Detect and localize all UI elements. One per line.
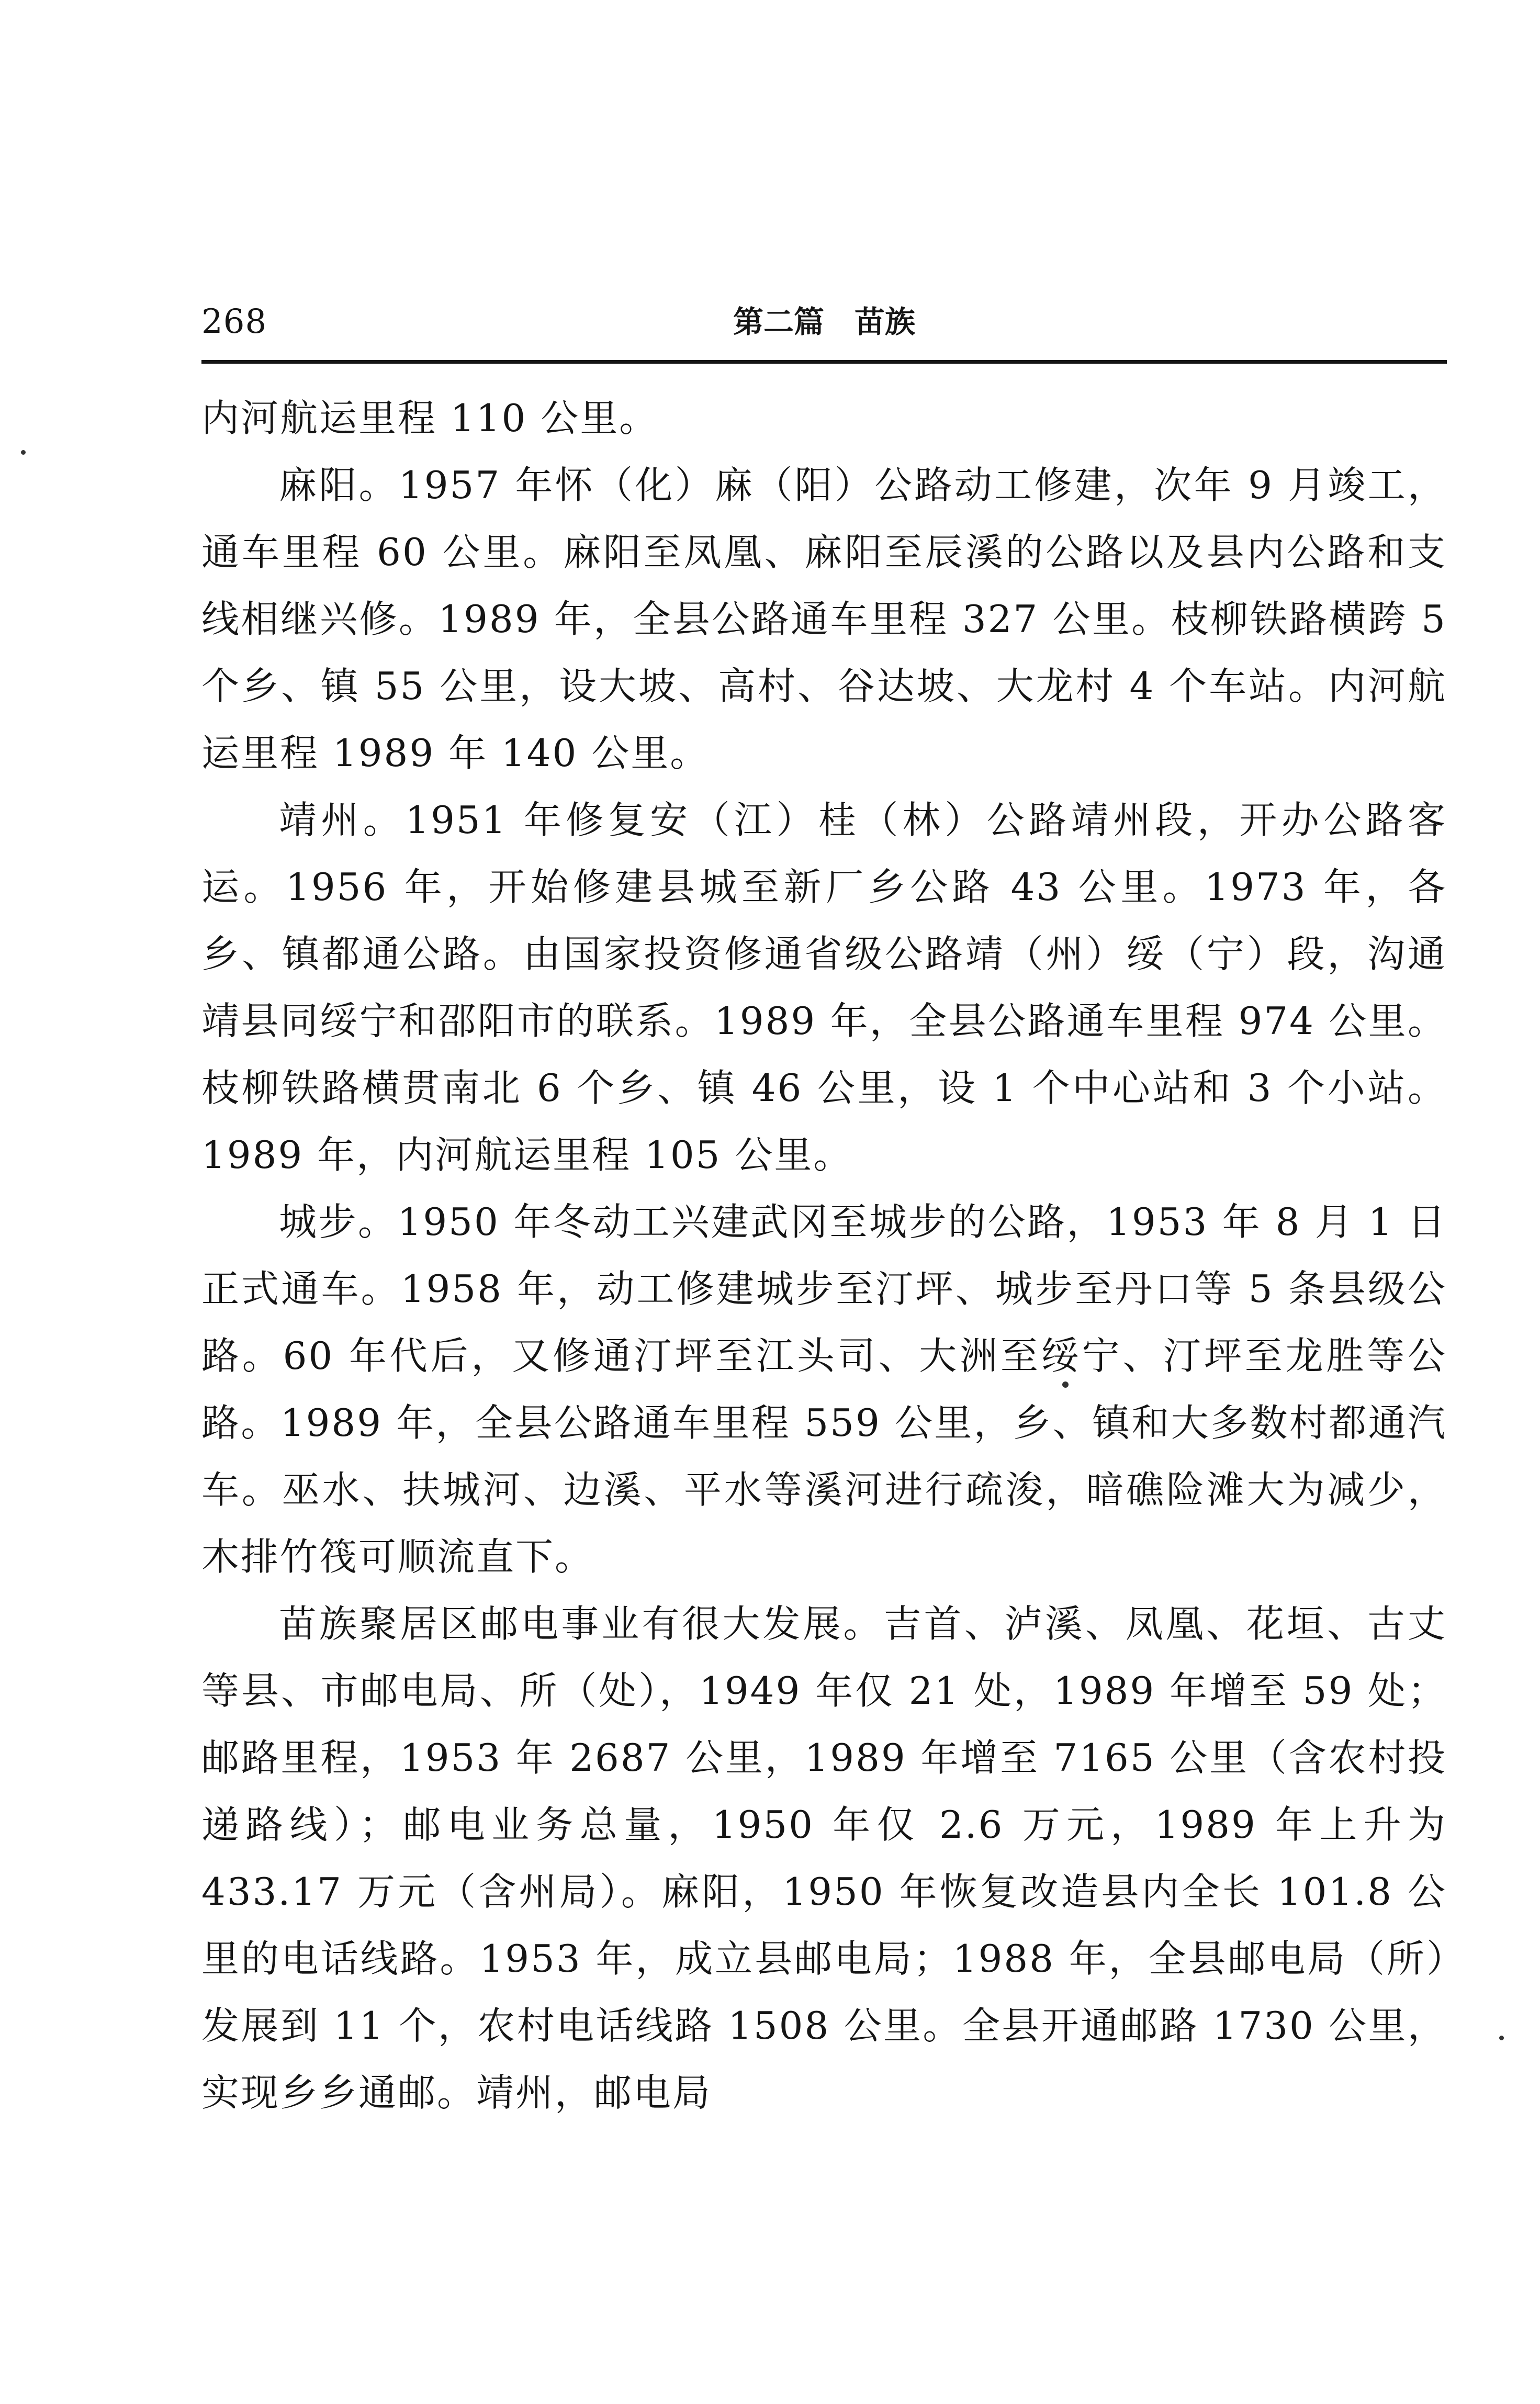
page-header	[201, 293, 1447, 351]
paragraph-chengbu: 城步。1950 年冬动工兴建武冈至城步的公路，1953 年 8 月 1 日正式通车。1958 年，动工修建城步至汀坪、城步至丹口等 5 条县级公路。60 年代后，又修通汀坪至江头司、大洲至绥宁、汀坪至龙胜等公路。1989 年，全县公路通车里程 559 公里，乡、镇和大多数村都通汽车。巫水、扶城河、边溪、平水等溪河进行疏浚，暗礁险滩大为减少，木排竹筏可顺流直下。	[201, 1200, 1447, 1579]
scan-speck	[21, 450, 26, 455]
body-text	[201, 385, 1447, 2126]
paragraph-continuation: 内河航运里程 110 公里。	[201, 396, 659, 440]
header-rule	[201, 360, 1447, 364]
paragraph-mayang: 麻阳。1957 年怀（化）麻（阳）公路动工修建，次年 9 月竣工，通车里程 60 公里。麻阳至凤凰、麻阳至辰溪的公路以及县内公路和支线相继兴修。1989 年，全县公路通车里程 327 公里。枝柳铁路横跨 5 个乡、镇 55 公里，设大坡、高村、谷达坡、大龙村 4 个车站。内河航运里程 1989 年 140 公里。	[201, 463, 1447, 775]
scan-speck	[1499, 2036, 1504, 2040]
running-title: 第二篇 苗族	[733, 304, 915, 340]
paragraph-post-telecom: 苗族聚居区邮电事业有很大发展。吉首、泸溪、凤凰、花垣、古丈等县、市邮电局、所（处），1949 年仅 21 处，1989 年增至 59 处；邮路里程，1953 年 2687 公里，1989 年增至 7165 公里（含农村投递路线）；邮电业务总量，1950 年仅 2.6 万元，1989 年上升为 433.17 万元（含州局）。麻阳，1950 年恢复改造县内全长 101.8 公里的电话线路。1953 年，成立县邮电局；1988 年，全县邮电局（所）发展到 11 个，农村电话线路 1508 公里。全县开通邮路 1730 公里，实现乡乡通邮。靖州，邮电局	[201, 1602, 1447, 2115]
paragraph-jingzhou: 靖州。1951 年修复安（江）桂（林）公路靖州段，开办公路客运。1956 年，开始修建县城至新厂乡公路 43 公里。1973 年，各乡、镇都通公路。由国家投资修通省级公路靖（州）绥（宁）段，沟通靖县同绥宁和邵阳市的联系。1989 年，全县公路通车里程 974 公里。枝柳铁路横贯南北 6 个乡、镇 46 公里，设 1 个中心站和 3 个小站。1989 年，内河航运里程 105 公里。	[201, 798, 1447, 1177]
page-number: 268	[201, 302, 267, 341]
scan-speck	[1062, 1381, 1069, 1388]
